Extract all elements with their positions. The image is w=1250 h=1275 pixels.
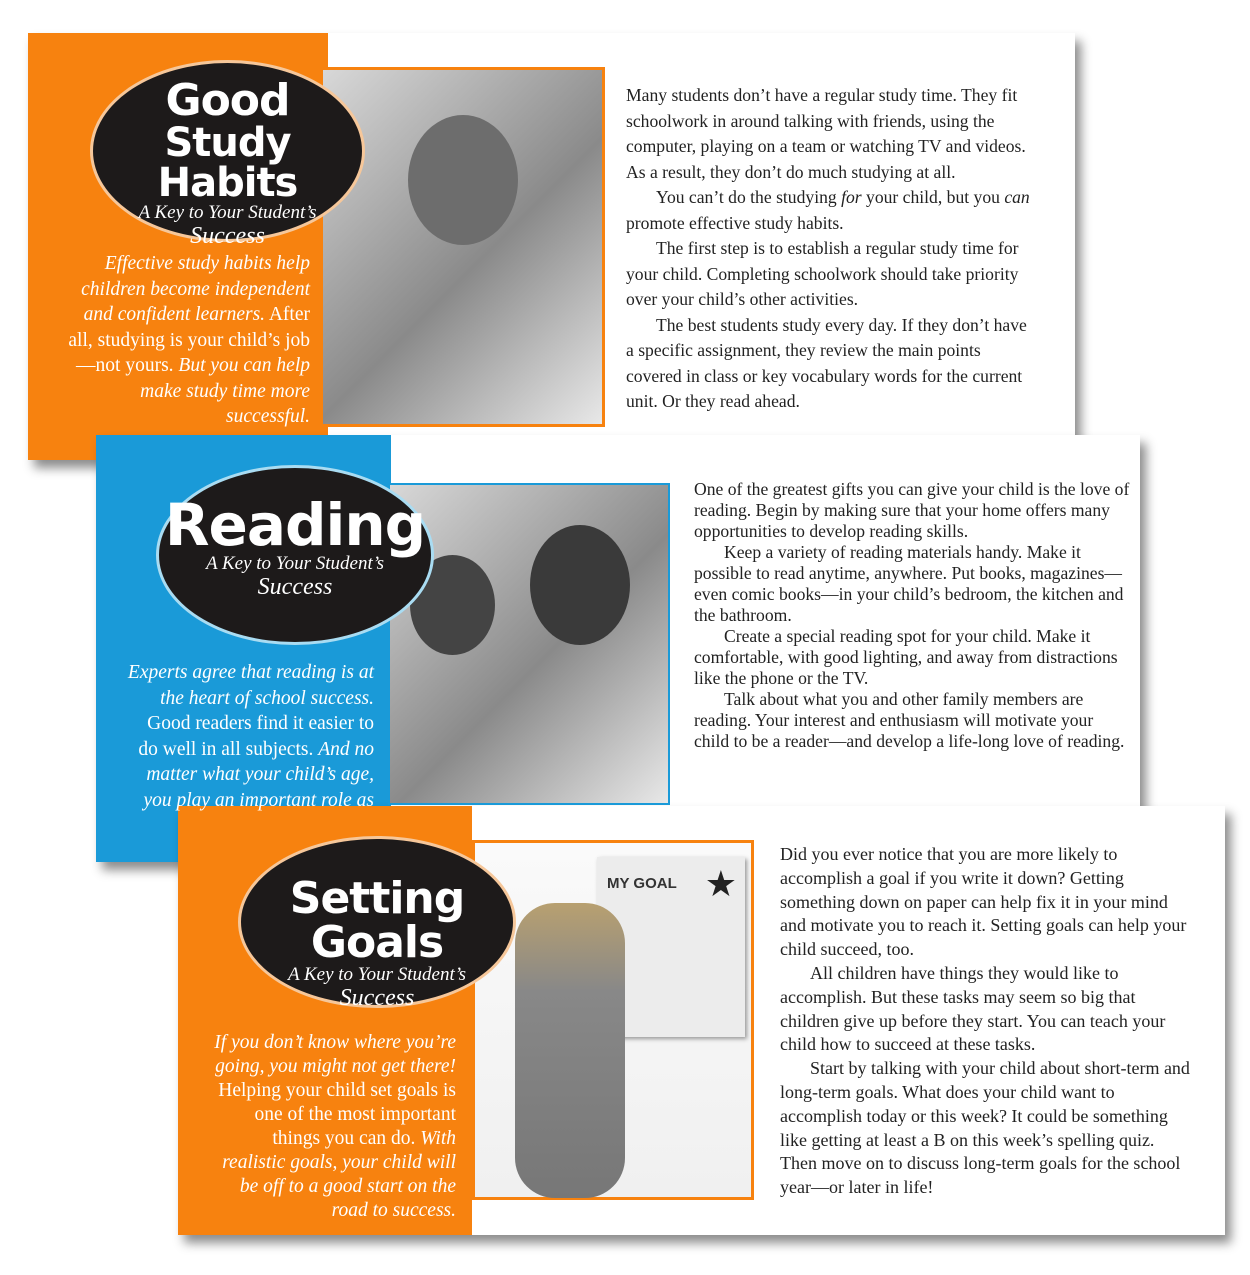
text-segment: You can’t do the studying bbox=[656, 187, 842, 207]
boy-studying-photo bbox=[320, 67, 605, 427]
subtitle-success: Success bbox=[339, 984, 415, 1011]
text-segment: Talk about what you and other family members are reading. Your interest and enthusiasm will motivate your child to be a reader—and develop a life-long love of reading. bbox=[694, 689, 1125, 751]
body-text bbox=[780, 843, 1192, 1200]
father-head bbox=[530, 525, 630, 645]
paragraph bbox=[626, 83, 1036, 185]
text-segment: Start by talking with your child about short-term and long-term goals. What does your child want to accomplish today or this week? It could be something like getting at least a B on this week’s spelling quiz. Then move on to discuss long-term goals for the school year—or later in life! bbox=[780, 1058, 1190, 1198]
text-segment: promote effective study habits. bbox=[626, 212, 844, 233]
text-segment: your child, but you bbox=[861, 187, 1005, 207]
text-segment: Did you ever notice that you are more likely to accomplish a goal if you write it down? Getting something down on paper can help fix it in your mind and motivate you to reach it. Setting goals can help your child succeed, too. bbox=[780, 844, 1187, 960]
intro-segment: Good readers find it easier to do well in all subjects. bbox=[138, 713, 374, 760]
paragraph bbox=[780, 962, 1192, 1057]
intro-text bbox=[58, 251, 310, 430]
title-oval bbox=[156, 465, 434, 645]
text-segment: Many students don’t have a regular study time. They fit schoolwork in around talking with friends, using the computer, playing on a team or watching TV and videos. As a result, they don’t do much studying at all. bbox=[626, 85, 1026, 182]
title-oval bbox=[90, 60, 365, 249]
subtitle-success: Success bbox=[190, 222, 265, 249]
text-segment: Keep a variety of reading materials handy. Make it possible to read anytime, anywhere. Put books, magazines—even comic books—in your child’s bedroom, the kitchen and the bathroom. bbox=[694, 542, 1124, 625]
intro-segment: With realistic goals, your child will be off to a good start on the road to success. bbox=[222, 1128, 456, 1221]
paragraph bbox=[694, 479, 1132, 542]
paragraph bbox=[626, 185, 1036, 236]
paragraph bbox=[626, 236, 1036, 313]
intro-segment: Helping your child set goals is one of the most important things you can do. bbox=[218, 1080, 456, 1149]
title-line-2: Study Habits bbox=[157, 120, 298, 206]
paragraph bbox=[780, 843, 1192, 962]
poster-label: MY GOAL bbox=[607, 875, 677, 892]
intro-segment: Effective study habits help children become independent and confident learners. bbox=[81, 253, 310, 325]
body-text bbox=[694, 479, 1132, 752]
intro-segment: And no matter what your child’s age, you play an important role as bbox=[143, 738, 374, 811]
title-line-1: Setting Goals bbox=[289, 873, 465, 968]
subtitle: A Key to Your Student’s bbox=[138, 202, 317, 223]
title-line-1: Reading bbox=[164, 491, 426, 559]
intro-text bbox=[208, 1031, 456, 1223]
subtitle-success: Success bbox=[257, 573, 333, 600]
paragraph bbox=[626, 313, 1036, 415]
subtitle: A Key to Your Student’s bbox=[287, 964, 467, 985]
intro-segment: If you don’t know where you’re going, you might not get there! bbox=[214, 1032, 456, 1077]
text-segment: Create a special reading spot for your child. Make it comfortable, with good lighting, and away from distractions like the phone or the TV. bbox=[694, 626, 1118, 688]
title-line-1: Good bbox=[165, 75, 290, 126]
paragraph bbox=[780, 1057, 1192, 1200]
paragraph bbox=[694, 689, 1132, 752]
intro-segment: Experts agree that reading is at the heart of school success. bbox=[127, 662, 374, 709]
girl-goal-chart-photo bbox=[472, 840, 754, 1200]
subtitle: A Key to Your Student’s bbox=[205, 553, 385, 574]
text-segment: All children have things they would like to accomplish. But these tasks may seem so big that children give up before they start. You can teach your child how to succeed at these tasks. bbox=[780, 962, 1166, 1055]
text-segment: The best students study every day. If they don’t have a specific assignment, they review the main points covered in class or key vocabulary words for the current unit. Or they read ahead. bbox=[626, 314, 1027, 411]
reading-card bbox=[96, 435, 1140, 862]
text-segment: for bbox=[841, 187, 862, 207]
intro-segment: After all, studying is your child’s job—not yours. bbox=[68, 304, 310, 376]
study-habits-card bbox=[28, 33, 1075, 460]
text-segment: The first step is to establish a regular study time for your child. Completing schoolwork should take priority over your child’s other activities. bbox=[626, 238, 1019, 309]
title-oval bbox=[238, 836, 516, 1011]
body-text bbox=[626, 83, 1036, 415]
paragraph bbox=[694, 626, 1132, 689]
paragraph bbox=[694, 542, 1132, 626]
child-head bbox=[408, 115, 518, 245]
intro-text bbox=[124, 660, 374, 813]
girl-figure bbox=[515, 903, 625, 1198]
star-icon: ★ bbox=[704, 864, 737, 904]
setting-goals-card bbox=[178, 806, 1225, 1235]
text-segment: One of the greatest gifts you can give your child is the love of reading. Begin by making sure that your home offers many opportunities to develop reading skills. bbox=[694, 479, 1130, 541]
text-segment: can bbox=[1004, 187, 1030, 207]
intro-segment: But you can help make study time more successful. bbox=[140, 355, 310, 427]
